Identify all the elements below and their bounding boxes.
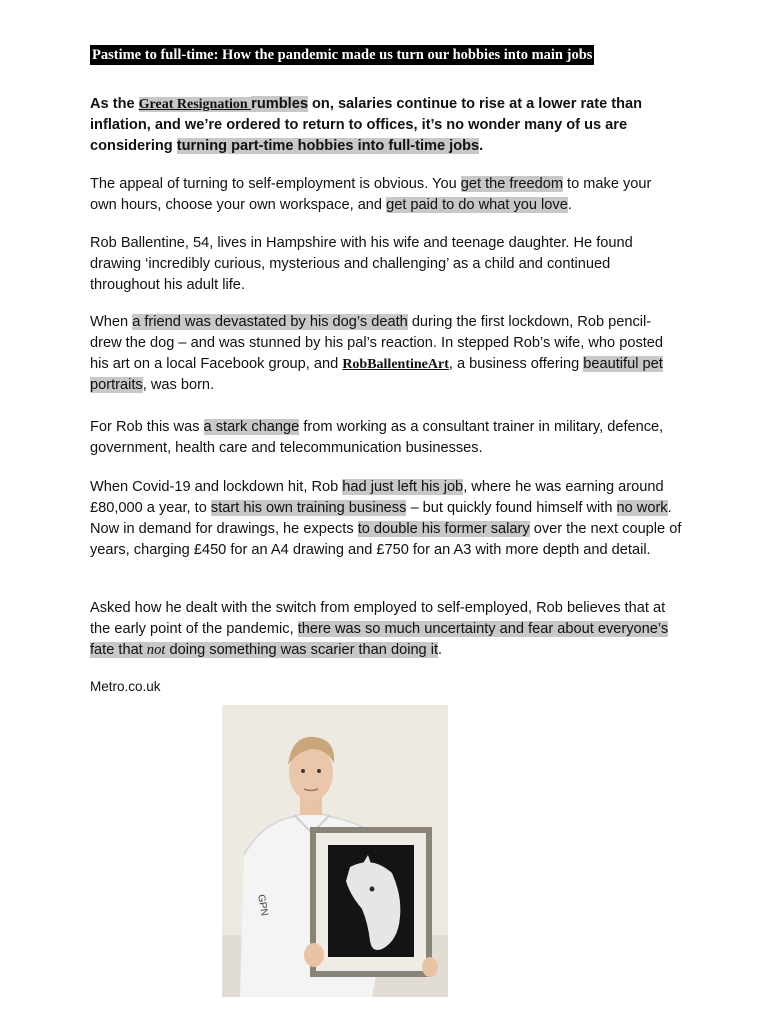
svg-text:GPN: GPN xyxy=(255,893,270,917)
paragraph-appeal: The appeal of turning to self-employment is obvious. You get the freedom to make your own hours, choose your own workspace, and get paid to do what you love. xyxy=(90,176,652,213)
article-title: Pastime to full-time: How the pandemic made us turn our hobbies into main jobs xyxy=(92,47,593,63)
paragraph-friend-dog: When a friend was devastated by his dog’s death during the first lockdown, Rob pencil-drew the dog – and was stunned by his pal’s reaction. In stepped Rob’s wife, who posted his art on a local Facebook group, and RobBallentineArt, a business offering beautiful pet portraits, was born. xyxy=(90,314,664,393)
paragraph-rob-intro: Rob Ballentine, 54, lives in Hampshire with his wife and teenage daughter. He found drawing ‘incredibly curious, mysterious and challenging’ as a child and continued throughout his adult life. xyxy=(90,235,633,293)
paragraph-covid: When Covid-19 and lockdown hit, Rob had just left his job, where he was earning around £80,000 a year, to start his own training business – but quickly found himself with no work. Now in demand for drawings, he expects to double his former salary over the next couple of years, charging £450 for an A4 drawing and £750 for an A3 with more depth and detail. xyxy=(90,479,682,558)
man-holding-horse-portrait-icon xyxy=(222,705,448,997)
robballentineart-link[interactable]: RobBallentineArt xyxy=(342,357,449,372)
source-credit: Metro.co.uk xyxy=(90,679,161,694)
paragraph-stark-change: For Rob this was a stark change from working as a consultant trainer in military, defence, government, health care and telecommunication businesses. xyxy=(90,419,664,456)
article-photo xyxy=(222,705,448,997)
lead-paragraph: As the Great Resignation rumbles on, salaries continue to rise at a lower rate than inflation, and we’re ordered to return to offices, it’s no wonder many of us are considering turning part-time hobbies into full-time jobs. xyxy=(90,96,643,154)
paragraph-switch: Asked how he dealt with the switch from employed to self-employed, Rob believes that at the early point of the pandemic, there was so much uncertainty and fear about everyone’s fate that not doing something was scarier than doing it. xyxy=(90,600,669,658)
great-resignation-link[interactable]: Great Resignation xyxy=(138,97,252,112)
